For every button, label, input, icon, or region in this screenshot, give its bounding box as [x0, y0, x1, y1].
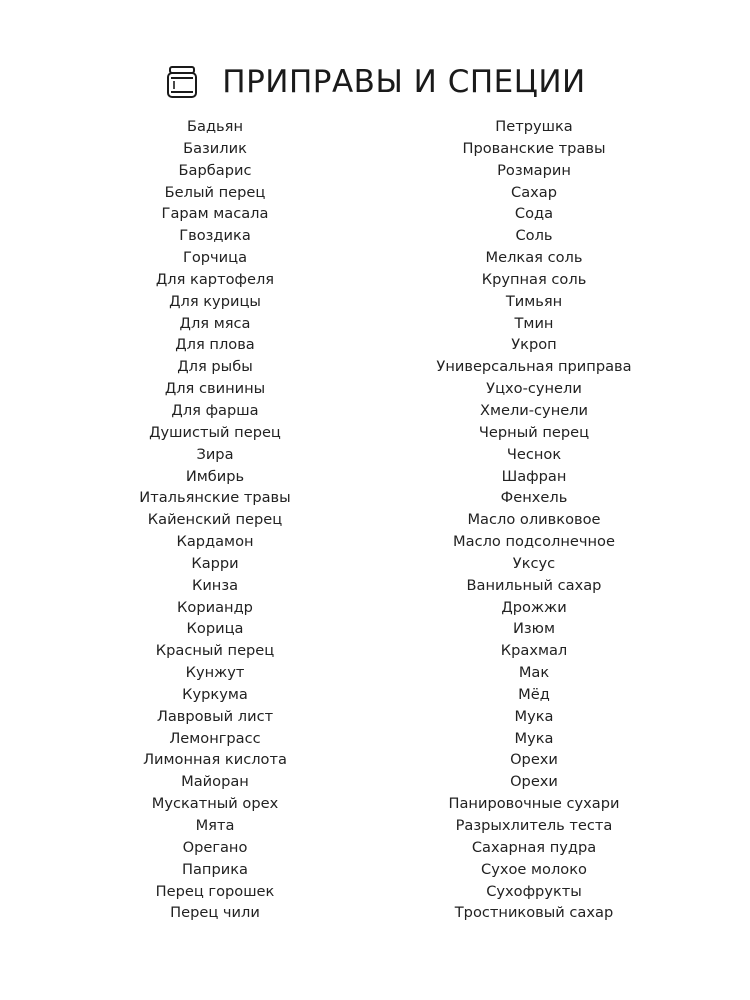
- list-item: Для плова: [175, 336, 255, 354]
- list-item: Кориандр: [177, 598, 253, 616]
- list-item: Хмели-сунели: [479, 401, 589, 419]
- list-item: Прованские травы: [462, 139, 606, 157]
- list-item: Черный перец: [478, 423, 590, 441]
- list-item: Мука: [514, 707, 554, 725]
- list-item: Перец чили: [170, 904, 260, 922]
- list-item: Крупная соль: [481, 270, 587, 288]
- list-item: Для картофеля: [155, 270, 275, 288]
- list-item: Имбирь: [185, 467, 245, 485]
- list-item: Зира: [196, 445, 234, 463]
- right-column: [414, 116, 654, 924]
- list-item: Для свинины: [164, 380, 266, 398]
- list-item: Кинза: [191, 576, 239, 594]
- jar-icon: [164, 64, 200, 100]
- list-item: Сода: [514, 205, 554, 223]
- list-item: Универсальная приправа: [436, 358, 632, 376]
- list-item: Гвоздика: [179, 227, 251, 245]
- list-item: Масло оливковое: [467, 511, 601, 529]
- list-item: Фенхель: [500, 489, 568, 507]
- list-item: Для мяса: [179, 314, 251, 332]
- list-item: Итальянские травы: [139, 489, 291, 507]
- list-item: Орехи: [510, 773, 558, 791]
- list-item: Красный перец: [155, 642, 275, 660]
- list-item: Куркума: [182, 685, 248, 703]
- list-item: Тимьян: [505, 292, 563, 310]
- list-item: Дрожжи: [501, 598, 567, 616]
- list-item: Уцхо-сунели: [486, 380, 582, 398]
- list-item: Масло подсолнечное: [453, 533, 615, 551]
- list-item: Шафран: [501, 467, 567, 485]
- list-item: Базилик: [183, 139, 247, 157]
- page-title: ПРИПРАВЫ И СПЕЦИИ: [222, 64, 586, 100]
- list-item: Разрыхлитель теста: [455, 817, 613, 834]
- list-item: Мята: [195, 817, 235, 834]
- list-item: Крахмал: [500, 642, 568, 660]
- list-item: Белый перец: [164, 183, 266, 201]
- list-item: Корица: [186, 620, 244, 638]
- list-item: Бадьян: [187, 118, 243, 135]
- list-item: Соль: [515, 227, 553, 245]
- list-item: Для курицы: [169, 292, 261, 310]
- list-item: Мёд: [518, 685, 550, 703]
- list-item: Тмин: [514, 314, 554, 332]
- list-item: Мука: [514, 729, 554, 747]
- list-item: Для рыбы: [177, 358, 253, 376]
- list-item: Розмарин: [497, 161, 571, 179]
- list-item: Лемонграсс: [169, 729, 261, 747]
- list-item: Чеснок: [506, 445, 562, 463]
- list-item: Орегано: [182, 838, 248, 856]
- list-item: Лавровый лист: [156, 707, 274, 725]
- page-header: [0, 60, 750, 104]
- list-item: Ванильный сахар: [466, 576, 602, 594]
- list-item: Лимонная кислота: [143, 751, 287, 769]
- list-item: Паприка: [182, 860, 248, 878]
- list-item: Кайенский перец: [147, 511, 283, 529]
- list-item: Сахар: [511, 183, 557, 201]
- list-item: Мак: [518, 664, 550, 682]
- list-item: Кардамон: [176, 533, 254, 551]
- list-item: Майоран: [181, 773, 249, 791]
- list-item: Мускатный орех: [151, 795, 279, 813]
- list-item: Сухофрукты: [486, 882, 582, 900]
- list-item: Сухое молоко: [481, 860, 587, 878]
- list-item: Мелкая соль: [485, 249, 583, 267]
- list-item: Карри: [191, 554, 239, 572]
- list-item: Для фарша: [171, 401, 259, 419]
- list-item: Панировочные сухари: [448, 795, 620, 813]
- list-item: Укроп: [511, 336, 557, 354]
- left-column: [100, 116, 330, 924]
- list-item: Тростниковый сахар: [454, 904, 614, 922]
- list-item: Гарам масала: [161, 205, 269, 223]
- list-item: Петрушка: [495, 118, 573, 135]
- list-item: Изюм: [513, 620, 555, 638]
- list-item: Уксус: [512, 554, 556, 572]
- list-item: Горчица: [182, 249, 248, 267]
- list-item: Душистый перец: [149, 423, 281, 441]
- list-item: Барбарис: [178, 161, 252, 179]
- list-item: Кунжут: [185, 664, 245, 682]
- list-item: Орехи: [510, 751, 558, 769]
- list-item: Сахарная пудра: [471, 838, 597, 856]
- list-item: Перец горошек: [155, 882, 275, 900]
